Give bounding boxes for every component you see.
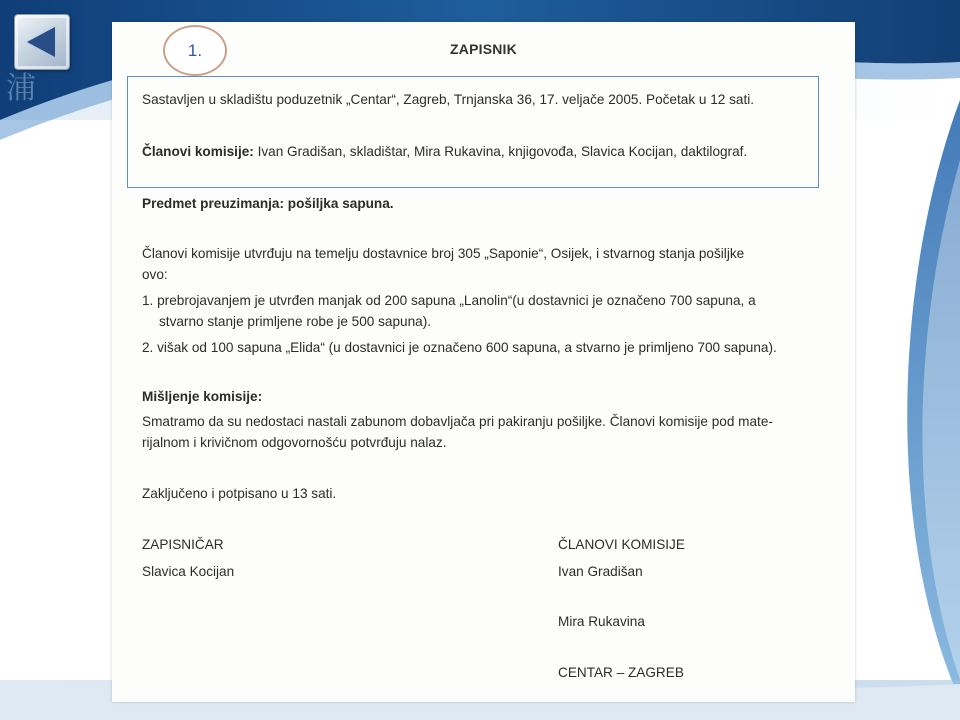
item-1-line-2: stvarno stanje primljene robe je 500 sapuna).: [159, 314, 432, 329]
opinion-line-1: Smatramo da su nedostaci nastali zabunom dobavljača pri pakiranju pošiljke. Članovi komisije pod mate-: [142, 414, 773, 429]
committee-member-1: Ivan Gradišan: [558, 564, 643, 579]
document-title: ZAPISNIK: [450, 41, 517, 57]
item-1-line-1: 1. prebrojavanjem je utvrđen manjak od 200 sapuna „Lanolin“(u dostavnici je označeno 700 sapuna, a: [142, 293, 756, 308]
closing-text: Zaključeno i potpisano u 13 sati.: [142, 486, 337, 501]
findings-intro-line-1: Članovi komisije utvrđuju na temelju dostavnice broj 305 „Saponie“, Osijek, i stvarnog stanja pošiljke: [142, 246, 745, 261]
members-line: [142, 142, 747, 162]
intro-text: Sastavljen u skladištu poduzetnik „Centar“, Zagreb, Trnjanska 36, 17. veljače 2005. Početak u 12 sati.: [142, 92, 755, 107]
subject-label: Predmet preuzimanja:: [142, 196, 285, 211]
recorder-name: Slavica Kocijan: [142, 564, 235, 579]
back-button[interactable]: [14, 14, 70, 70]
opinion-line-2: rijalnom i krivičnom odgovornošću potvrđuju nalaz.: [142, 435, 447, 450]
company-signature: CENTAR – ZAGREB: [558, 665, 684, 680]
item-2: 2. višak od 100 sapuna „Elida“ (u dostavnici je označeno 600 sapuna, a stvarno je primljeno 700 sapuna).: [142, 340, 777, 355]
members-label: Članovi komisije:: [142, 144, 254, 159]
document-page: [112, 22, 855, 702]
subject-line: [142, 194, 394, 214]
subject-value: pošiljka sapuna.: [284, 196, 394, 211]
back-arrow-icon: [27, 27, 55, 57]
committee-heading: ČLANOVI KOMISIJE: [558, 537, 685, 552]
opinion-heading: Mišljenje komisije:: [142, 389, 263, 404]
members-value: Ivan Gradišan, skladištar, Mira Rukavina, knjigovođa, Slavica Kocijan, daktilograf.: [253, 144, 748, 159]
committee-member-2: Mira Rukavina: [558, 614, 645, 629]
slide-number-label: 1.: [187, 40, 203, 60]
recorder-heading: ZAPISNIČAR: [142, 537, 224, 552]
svg-text:浦: 浦: [6, 71, 36, 106]
findings-intro-line-2: ovo:: [142, 267, 168, 282]
